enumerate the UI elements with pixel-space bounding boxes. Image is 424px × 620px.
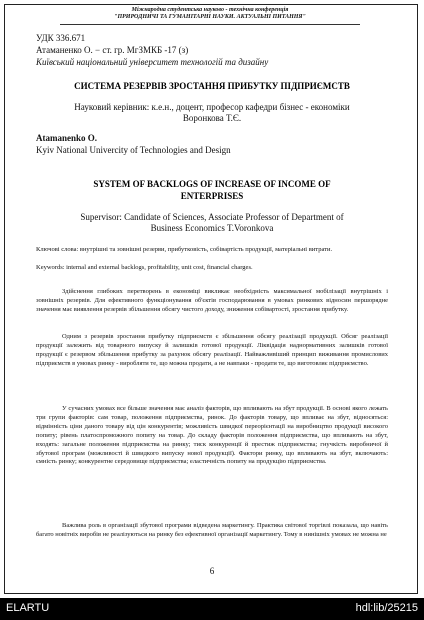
supervisor-en-line-1: Supervisor: Candidate of Sciences, Associate Professor of Department of [80, 212, 344, 222]
supervisor-uk-line-2: Воронкова Т.Є. [182, 113, 242, 123]
university-en: Kyiv National Univercity of Technologies and Design [36, 145, 231, 155]
keywords-uk: Ключові слова: внутрішні та зовнішні резерви, прибутковість, собівартість продукції, матеріальні витрати. [36, 246, 333, 253]
conference-header [60, 7, 360, 21]
repository-name: ELARTU [6, 602, 50, 614]
conference-line-1: Міжнародна студентська науково - технічна конференція [131, 7, 289, 13]
title-uk: СИСТЕМА РЕЗЕРВІВ ЗРОСТАННЯ ПРИБУТКУ ПІДПРИЄМСТВ [74, 81, 350, 91]
paragraph-1: Здійснення глибоких перетворень в економіці викликає необхідність максимальної мобілізації внутрішніх і зовнішніх резервів. Для ефективного функціонування об'єктів господарювання в умовах ринкових відносин першорядне значення має виявлення резервів збільшення обсягу чистого доходу, зниження собівартості, зростання прибутку. [36, 288, 388, 313]
paragraph-3: У сучасних умовах все більше значення має аналіз факторів, що впливають на збут продукції. В основі якого лежать три групи факторів: сам товар, положення підприємства, ринок. До факторів товару, що впливає на збут, відносяться: відмінність ціни даного товару від цін конкурентів; можливість швидкої переорієнтації на виробництво продукції високого попиту; рівень платоспроможного попиту на товар. До складу факторів положення підприємства, що впливають на збут, входять: загальне положення підприємства на ринку; тиск конкуренції й престиж підприємства; гнучкість виробничої й збутової програм (можливості й швидкого випуску нової продукції). Фактори ринку, що впливають на збут, включають: ємність ринку; конкурентне середовище підприємства; еластичність попиту на продукцію підприємства. [36, 405, 388, 466]
title-en-line-1: SYSTEM OF BACKLOGS OF INCREASE OF INCOME OF [93, 179, 331, 189]
supervisor-en-line-2: Business Economics T.Voronkova [150, 223, 274, 233]
author-en: Atamanenko O. [36, 133, 98, 143]
header-rule [60, 24, 360, 25]
supervisor-uk-line-1: Науковий керівник: к.е.н., доцент, професор кафедри бізнес - економіки [74, 102, 350, 112]
page-number: 6 [209, 566, 215, 576]
repository-footer [0, 598, 424, 620]
conference-line-2: "ПРИРОДНИЧІ ТА ГУМАНІТАРНІ НАУКИ. АКТУАЛЬНІ ПИТАННЯ" [114, 14, 306, 20]
handle-id: hdl:lib/25215 [355, 602, 418, 614]
paragraph-2: Одним з резервів зростання прибутку підприємств є збільшення обсягу реалізації продукції. Обсяг реалізації продукції залежить від товарного випуску й залишків готової продукції. Ліквідація наднормативних залишків готової продукції є резервом збільшення прибутку за рахунок обсягу реалізації. Найважливіший принцип виживання промислових підприємств в умовах ринку - виробляти те, що можна продати, а не навпаки - продати те, що виготовляє підприємство. [36, 333, 388, 367]
keywords-en: Keywords: internal and external backlogs, profitability, unit cost, financial charges. [36, 264, 253, 271]
author-uk: Атаманенко О. − ст. гр. МгЗМКБ -17 (з) [36, 45, 189, 55]
university-uk: Київський національний університет технологій та дизайну [36, 57, 269, 67]
title-en-line-2: ENTERPRISES [180, 191, 244, 201]
udc-code: УДК 336.671 [36, 33, 86, 43]
paragraph-4: Важлива роль в організації збутової програми відведена маркетингу. Практика світової торгівлі показала, що навіть багато новітніх виробів не реалізуються на ринку без ефективної організації маркетингу. Тому в нинішніх умовах не можна не [36, 522, 388, 538]
